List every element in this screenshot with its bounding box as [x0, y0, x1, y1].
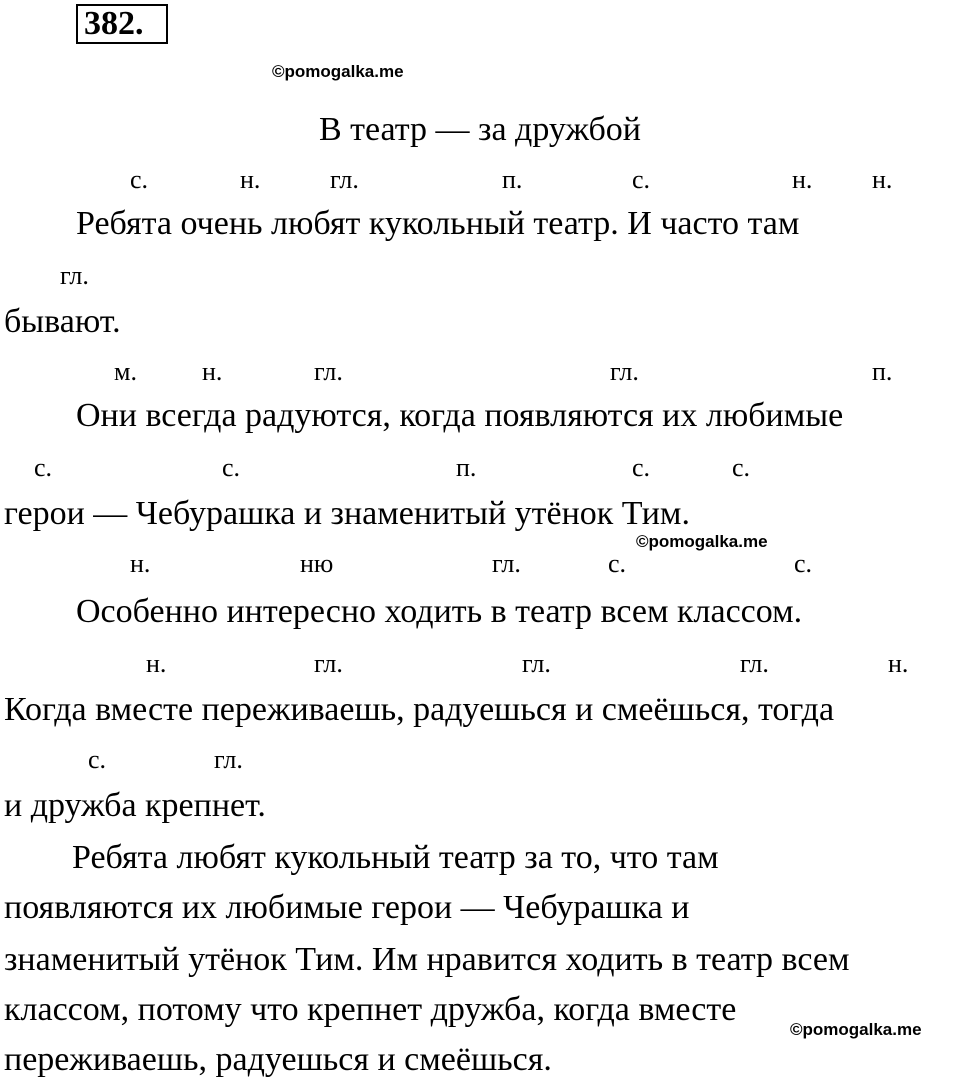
pos-label: с. — [794, 549, 813, 578]
pos-label: с. — [608, 549, 627, 578]
pos-label: п. — [456, 453, 477, 482]
watermark: ©pomogalka.me — [790, 1020, 922, 1039]
pos-label: с. — [732, 453, 751, 482]
watermark: ©pomogalka.me — [636, 532, 768, 551]
pos-label: с. — [632, 165, 651, 194]
text-line: герои — Чебурашка и знаменитый утёнок Тим. — [4, 495, 690, 532]
text-line: Особенно интересно ходить в театр всем классом. — [76, 593, 803, 630]
text-line: и дружба крепнет. — [4, 787, 266, 824]
exercise-number: 382. — [84, 5, 144, 42]
pos-label: с. — [34, 453, 53, 482]
pos-label: гл. — [314, 649, 343, 678]
pos-label: гл. — [610, 357, 639, 386]
text-title: В театр — за дружбой — [319, 111, 641, 148]
pos-label: гл. — [522, 649, 551, 678]
pos-label: п. — [502, 165, 523, 194]
pos-label: н. — [792, 165, 813, 194]
pos-label: гл. — [740, 649, 769, 678]
text-line: Они всегда радуются, когда появляются их любимые — [76, 397, 844, 434]
pos-label: гл. — [60, 261, 89, 290]
pos-label: гл. — [492, 549, 521, 578]
watermark: ©pomogalka.me — [272, 62, 404, 81]
pos-label: п. — [872, 357, 893, 386]
pos-label: с. — [88, 745, 107, 774]
text-line: переживаешь, радуешься и смеёшься. — [4, 1041, 552, 1078]
pos-label: м. — [114, 357, 137, 386]
text-line: Когда вместе переживаешь, радуешься и смеёшься, тогда — [4, 691, 835, 728]
pos-label: с. — [130, 165, 149, 194]
pos-label: н. — [888, 649, 909, 678]
pos-label: н. — [202, 357, 223, 386]
pos-label: ню — [300, 549, 334, 578]
text-line: Ребята очень любят кукольный театр. И часто там — [76, 205, 800, 242]
pos-label: с. — [632, 453, 651, 482]
text-line: классом, потому что крепнет дружба, когда вместе — [4, 991, 737, 1028]
pos-label: н. — [240, 165, 261, 194]
pos-label: н. — [146, 649, 167, 678]
text-line: бывают. — [4, 303, 121, 340]
pos-label: с. — [222, 453, 241, 482]
pos-label: н. — [130, 549, 151, 578]
pos-label: гл. — [214, 745, 243, 774]
text-line: знаменитый утёнок Тим. Им нравится ходить в театр всем — [4, 941, 850, 978]
pos-label: гл. — [314, 357, 343, 386]
pos-label: н. — [872, 165, 893, 194]
text-line: появляются их любимые герои — Чебурашка и — [4, 889, 690, 926]
text-line: Ребята любят кукольный театр за то, что там — [72, 839, 719, 876]
pos-label: гл. — [330, 165, 359, 194]
